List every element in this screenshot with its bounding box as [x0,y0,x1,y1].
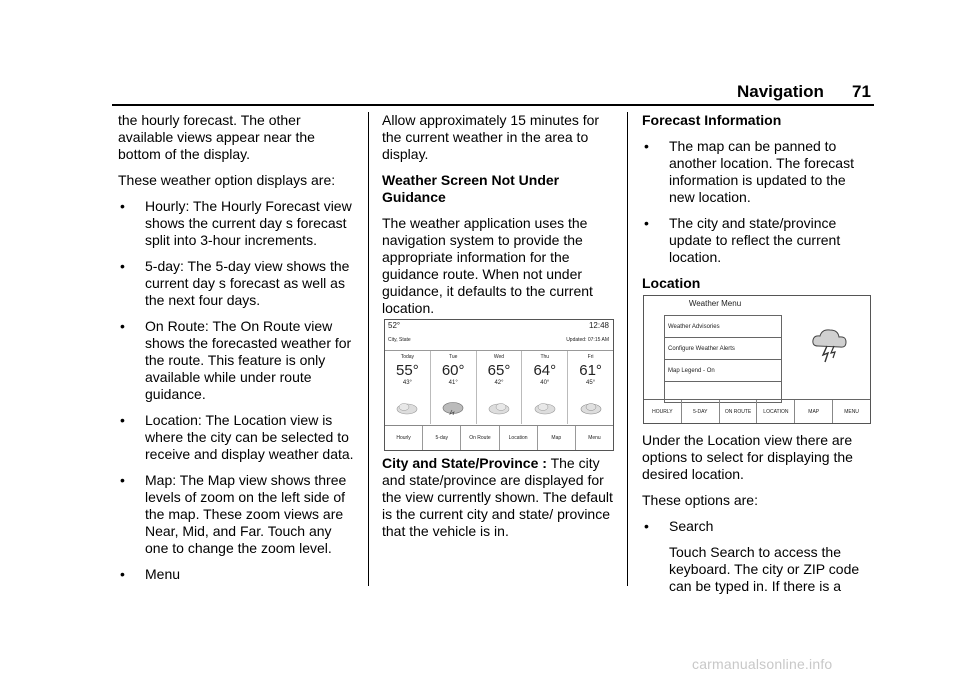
list-item [118,258,358,309]
cloud-icon [487,401,511,415]
storm-cloud-icon [810,324,850,364]
list-item-text: On Route: The On Route view shows the forecasted weather for the route. This feature is only available while under route guidance. [145,318,352,402]
header-rule [112,104,874,106]
bullet-icon: • [644,138,649,154]
menu-list [664,315,782,403]
cloud-icon [533,401,557,415]
forecast-day [477,351,523,424]
paragraph: These options are: [642,492,758,508]
day-high: 55° [396,362,419,379]
forecast-day [568,351,613,424]
list-item-text: Map: The Map view shows three levels of zoom on the left side of the map. These zoom views are Near, Mid, and Far. Touch any one to change the zoom level. [145,472,347,556]
weather-advisories-item[interactable]: Weather Advisories [664,315,782,337]
paragraph: Under the Location view there are options to select for displaying the desired location. [642,432,853,482]
list-item-text: Location: The Location view is where the city can be selected to receive and display weather data. [145,412,354,462]
city-label: City, State [388,337,411,343]
subheading: Location [642,275,701,291]
storm-cloud-icon [441,401,465,415]
bullet-icon: • [120,472,125,488]
subheading: Weather Screen Not Under Guidance [382,172,560,205]
map-button[interactable]: MAP [795,400,833,423]
day-low: 41° [448,380,458,386]
list-item [642,138,874,206]
city-state-paragraph [382,455,616,540]
day-low: 45° [586,380,596,386]
column-divider [627,112,628,586]
paragraph: The weather application uses the navigation system to provide the appropriate information for the guidance route. When not under guidance, it defaults to the current location. [382,215,593,316]
weather-menu-nav-bar [644,399,870,423]
day-high: 60° [441,362,465,379]
current-temp: 52° [388,321,401,330]
weather-menu-figure [643,295,871,424]
day-low: 42° [494,380,504,386]
bullet-icon: • [120,318,125,334]
location-button[interactable]: Location [500,426,538,450]
list-item [118,412,358,463]
bullet-icon: • [644,518,649,534]
list-item-text: Hourly: The Hourly Forecast view shows the current day s forecast split into 3-hour increments. [145,198,352,248]
bullet-icon: • [120,412,125,428]
on-route-button[interactable]: ON ROUTE [720,400,758,423]
list-item [118,198,358,249]
list-item-text: 5-day: The 5-day view shows the current day s forecast as well as the next four days. [145,258,350,308]
forecast-day [522,351,568,424]
list-item-text: The map can be panned to another location. The forecast information is updated to the new location. [669,138,854,205]
day-name: Fri [587,354,594,360]
menu-title: Weather Menu [688,299,742,308]
configure-alerts-item[interactable]: Configure Weather Alerts [664,337,782,359]
forecast-days [385,350,613,424]
bullet-icon: • [644,215,649,231]
forecast-day [385,351,431,424]
menu-button[interactable]: MENU [844,408,859,415]
day-name: Today [400,354,415,360]
map-button[interactable]: Map [538,426,576,450]
cloud-icon [579,401,603,415]
bullet-icon: • [120,198,125,214]
updated-label: Updated: 07:15 AM [566,337,609,343]
column-1 [118,112,358,592]
bullet-icon: • [120,258,125,274]
subheading: Forecast Information [642,112,782,128]
five-day-button[interactable]: 5-day [423,426,461,450]
column-2 [382,112,614,326]
page-number: 71 [852,82,871,101]
location-button[interactable]: LOCATION [757,400,795,423]
term-text: The city and state/province are displayed for the view currently shown. The default is the current city and state/ province that the vehicle is in. [382,455,613,539]
section-title: Navigation [737,82,824,101]
list-item [642,518,874,595]
day-low: 40° [540,380,550,386]
day-name: Wed [493,354,505,360]
paragraph: the hourly forecast. The other available views appear near the bottom of the display. [118,112,315,162]
column-3 [642,112,874,301]
list-item [118,318,358,403]
day-high: 64° [533,362,557,379]
clock: 12:48 [588,321,609,330]
watermark: carmanualsonline.info [692,656,833,672]
menu-button[interactable]: Menu [588,435,601,441]
list-item-text: Menu [145,566,181,582]
paragraph: These weather option displays are: [118,172,336,188]
day-high: 61° [579,362,602,379]
search-description: Touch Search to access the keyboard. The city or ZIP code can be typed in. If there is a [669,544,860,594]
map-legend-item[interactable]: Map Legend - On [664,359,782,381]
column-divider [368,112,369,586]
day-low: 43° [402,380,412,386]
weather-screen-figure [384,319,614,451]
weather-nav-bar [385,425,613,450]
bullet-icon: • [120,566,125,582]
list-item [118,566,358,583]
weather-status-bar [385,320,613,350]
hourly-button[interactable]: Hourly [385,426,423,450]
term-label: City and State/Province : [382,455,547,471]
list-item-text: Search [669,518,714,534]
list-item [642,215,874,266]
day-high: 65° [487,362,511,379]
on-route-button[interactable]: On Route [461,426,499,450]
location-options-text [642,432,874,604]
day-name: Thu [540,354,550,360]
forecast-day [431,351,477,424]
list-item-text: The city and state/province update to reflect the current location. [669,215,841,265]
day-name: Tue [448,354,458,360]
cloud-icon [395,401,419,415]
list-item [118,472,358,557]
paragraph: Allow approximately 15 minutes for the current weather in the area to display. [382,112,600,162]
hourly-button[interactable]: HOURLY [644,400,682,423]
five-day-button[interactable]: 5-DAY [682,400,720,423]
